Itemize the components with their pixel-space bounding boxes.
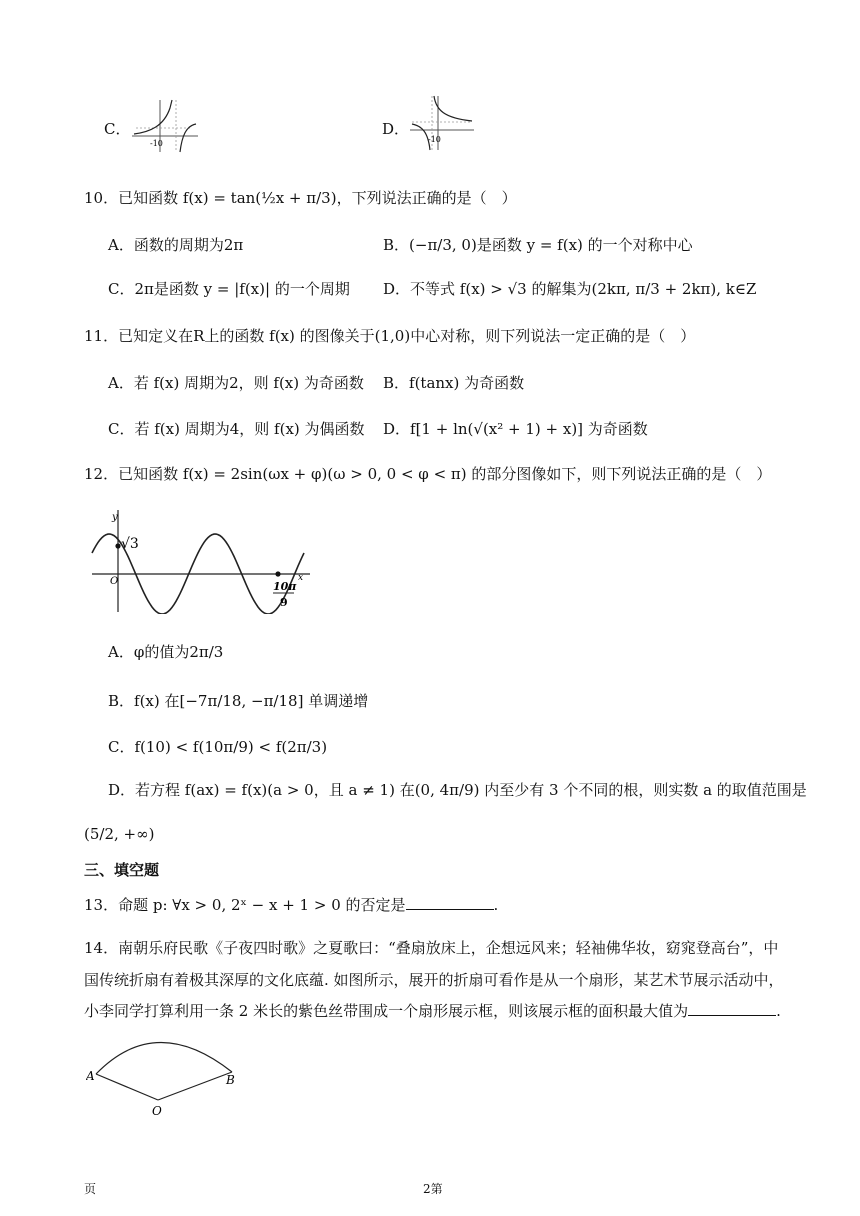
q12-graph-10pi: 10π (273, 580, 297, 593)
q10-option-d: D．不等式 f(x) > √3 的解集为(2kπ, π/3 + 2kπ), k∈Z (383, 280, 757, 298)
q14-figure-label-a: A (86, 1069, 95, 1083)
q12-graph-x-label: x (298, 573, 304, 583)
q13-answer-blank (406, 895, 494, 910)
q11-option-a: A．若 f(x) 周期为2，则 f(x) 为奇函数 (108, 374, 364, 392)
q12-option-a: A．φ的值为2π/3 (108, 643, 224, 661)
q12-graph-sqrt3: √3 (121, 536, 139, 552)
q12-sine-graph (88, 506, 314, 614)
q14-sector-figure (86, 1036, 242, 1118)
q11-option-c: C．若 f(x) 周期为4，则 f(x) 为偶函数 (108, 420, 365, 438)
q13-text: 13．命题 p: ∀x > 0, 2ˣ − x + 1 > 0 的否定是 (84, 896, 406, 914)
q12-option-c: C．f(10) < f(10π/9) < f(2π/3) (108, 738, 328, 756)
q11-stem: 11．已知定义在R上的函数 f(x) 的图像关于(1,0)中心对称，则下列说法一定正确的是（ ） (84, 327, 696, 345)
q12-graph-9: 9 (280, 596, 288, 609)
q9-c-tick: -10 (150, 139, 163, 148)
q12-option-b: B．f(x) 在[−7π/18, −π/18] 单调递增 (108, 692, 369, 710)
footer-page-number: 2第 (423, 1182, 443, 1196)
q14-line-3 (84, 1000, 781, 1022)
q11-option-d: D．f[1 + ln(√(x² + 1) + x)] 为奇函数 (383, 420, 648, 438)
q9-option-c-label: C． (104, 120, 131, 138)
q9-option-c-graph (130, 96, 202, 154)
q10-option-b: B．(−π/3, 0)是函数 y = f(x) 的一个对称中心 (383, 236, 693, 254)
q12-option-d: D．若方程 f(ax) = f(x)(a > 0，且 a ≠ 1) 在(0, 4π/9) 内至少有 3 个不同的根，则实数 a 的取值范围是 (108, 781, 807, 799)
q14-figure-label-b: B (226, 1073, 235, 1087)
footer-left: 页 (84, 1182, 97, 1196)
q14-answer-blank (688, 1001, 776, 1016)
section-fill-in-title: 三、填空题 (84, 861, 160, 879)
q14-line-2: 国传统折扇有着极其深厚的文化底蕴. 如图所示，展开的折扇可看作是从一个扇形，某艺术节展示活动中， (84, 971, 784, 989)
q9-option-d-label: D． (382, 120, 410, 138)
q14-end: . (776, 1002, 781, 1020)
q10-option-c: C．2π是函数 y = |f(x)| 的一个周期 (108, 280, 350, 298)
q9-option-d-graph (408, 92, 478, 152)
q12-option-d-continued: (5/2, +∞) (84, 825, 155, 843)
q11-option-b: B．f(tanx) 为奇函数 (383, 374, 525, 392)
q14-line-1: 14．南朝乐府民歌《子夜四时歌》之夏歌曰：“叠扇放床上，企想远风来；轻袖佛华妆，窈窕登高台”，中 (84, 939, 779, 957)
q13-end: . (493, 896, 499, 914)
q9-d-tick: -10 (428, 135, 441, 144)
q10-stem: 10．已知函数 f(x) = tan(½x + π/3)，下列说法正确的是（ ） (84, 189, 517, 207)
q10-option-a: A．函数的周期为2π (108, 236, 244, 254)
q12-stem: 12．已知函数 f(x) = 2sin(ωx + φ)(ω > 0, 0 < φ < π) 的部分图像如下，则下列说法正确的是（ ） (84, 465, 772, 483)
q14-figure-label-o: O (152, 1104, 162, 1118)
q12-graph-y-label: y (112, 512, 118, 523)
q13-line (84, 894, 498, 916)
q14-line-3-text: 小李同学打算利用一条 2 米长的紫色丝带围成一个扇形展示框，则该展示框的面积最大值为 (84, 1002, 689, 1020)
q12-graph-origin: O (110, 576, 119, 587)
